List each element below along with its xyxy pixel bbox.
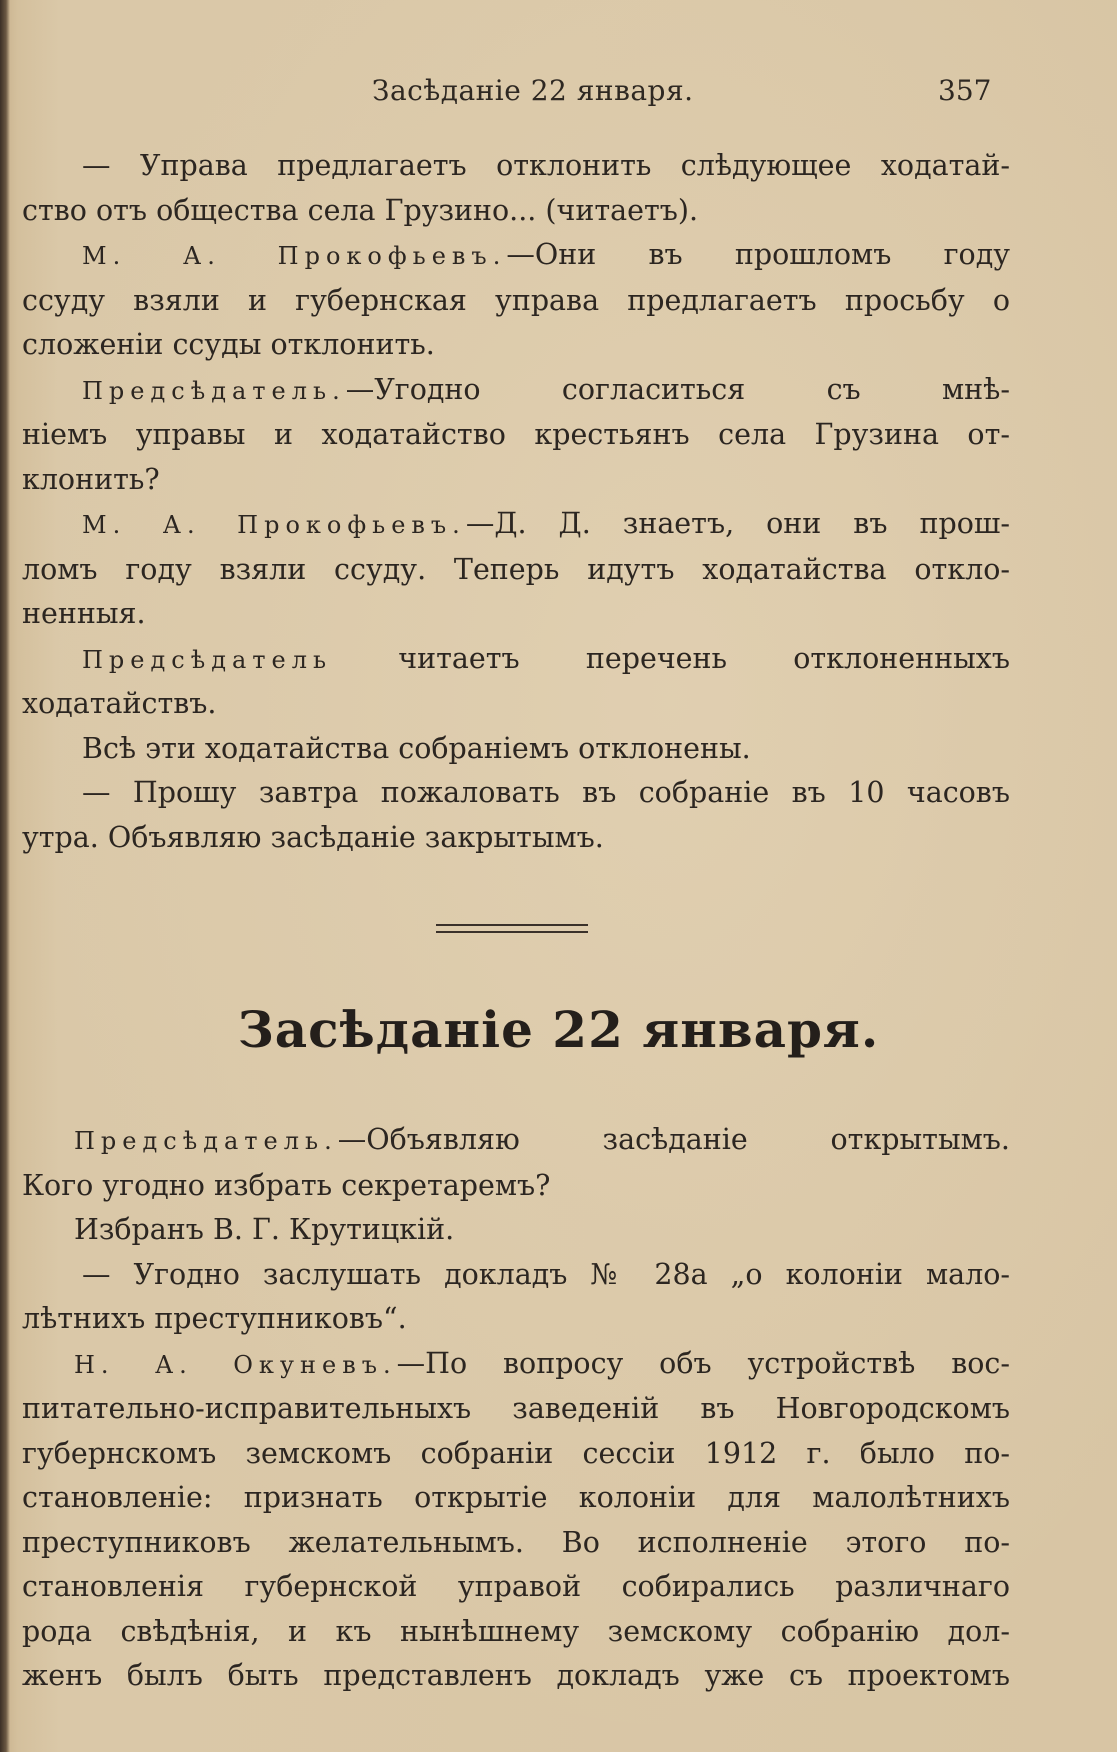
paragraph-line: — Угодно заслушать докладъ № 28а „о колоніи мало- [82,1257,1010,1291]
speaker-name: Н. А. Окуневъ. [74,1350,397,1379]
speaker-line: М. А. Прокофьевъ.—Они въ прошломъ году [82,238,1011,271]
paragraph-line: лѣтнихъ преступниковъ“. [22,1302,407,1335]
paragraph-line: ломъ году взяли ссуду. Теперь идутъ ходатайства откло- [22,552,1010,586]
running-head-title: Засѣданіе 22 января. [372,74,694,107]
paragraph-line: женъ былъ быть представленъ докладъ уже съ проектомъ [22,1659,1010,1692]
speaker-name: Предсѣдатель. [74,1127,338,1155]
paragraph-line: клонить? [22,462,160,496]
speaker-line: Н. А. Окуневъ.—По вопросу объ устройствѣ вос- [74,1346,1010,1380]
paragraph-line: становленіе: признать открытіе колоніи для малолѣтнихъ [22,1481,1010,1514]
speaker-line: Предсѣдатель.—Угодно согласиться съ мнѣ- [82,372,1010,406]
paragraph-line: Кого угодно избрать секретаремъ? [22,1168,551,1202]
page-spine-shadow [0,0,10,1752]
paragraph-line: Всѣ эти ходатайства собраніемъ отклонены. [82,731,751,765]
speaker-line: Предсѣдатель.—Объявляю засѣданіе открытымъ. [74,1123,1010,1156]
speaker-name: Предсѣдатель [82,645,333,674]
paragraph-line: становленія губернской управой собирались различнаго [22,1570,1010,1603]
speaker-name: Предсѣдатель. [82,376,346,405]
speaker-line: М. А. Прокофьевъ.—Д. Д. знаетъ, они въ прош- [82,507,1010,540]
paragraph-line: преступниковъ желательнымъ. Во исполненіе этого по- [22,1525,1010,1559]
text-block-2 [22,1118,1010,1699]
paragraph-line: утра. Объявляю засѣданіе закрытымъ. [22,820,604,854]
paragraph-line: рода свѣдѣнія, и къ нынѣшнему земскому собранію дол- [22,1614,1010,1648]
paragraph-line: — Управа предлагаетъ отклонить слѣдующее ходатай- [82,149,1010,182]
paragraph-line: Избранъ В. Г. Крутицкій. [74,1213,455,1246]
page-number: 357 [938,74,992,107]
paragraph-line: ніемъ управы и ходатайство крестьянъ села Грузина от- [22,418,1010,451]
section-heading: Засѣданіе 22 января. [237,1000,880,1059]
section-divider [436,924,588,933]
paragraph-line: — Прошу завтра пожаловать въ собраніе въ 10 часовъ [82,776,1010,809]
paragraph-line: губернскомъ земскомъ собраніи сессіи 1912 г. было по- [22,1436,1010,1470]
speaker-name: М. А. Прокофьевъ. [82,511,466,539]
paragraph-line: ссуду взяли и губернская управа предлагаетъ просьбу о [22,283,1010,317]
paragraph-line: ненныя. [22,597,146,630]
running-head [0,74,1117,122]
paragraph-line: питательно-исправительныхъ заведеній въ Новгородскомъ [22,1392,1010,1425]
text-block-1 [22,144,1010,860]
paragraph-line: ходатайствъ. [22,687,217,720]
speaker-line: Предсѣдатель читаетъ перечень отклоненныхъ [82,641,1011,675]
paragraph-line: ство отъ общества села Грузино... (читаетъ). [22,193,699,227]
paragraph-line: сложеніи ссуды отклонить. [22,328,435,361]
speaker-name: М. А. Прокофьевъ. [82,242,507,270]
